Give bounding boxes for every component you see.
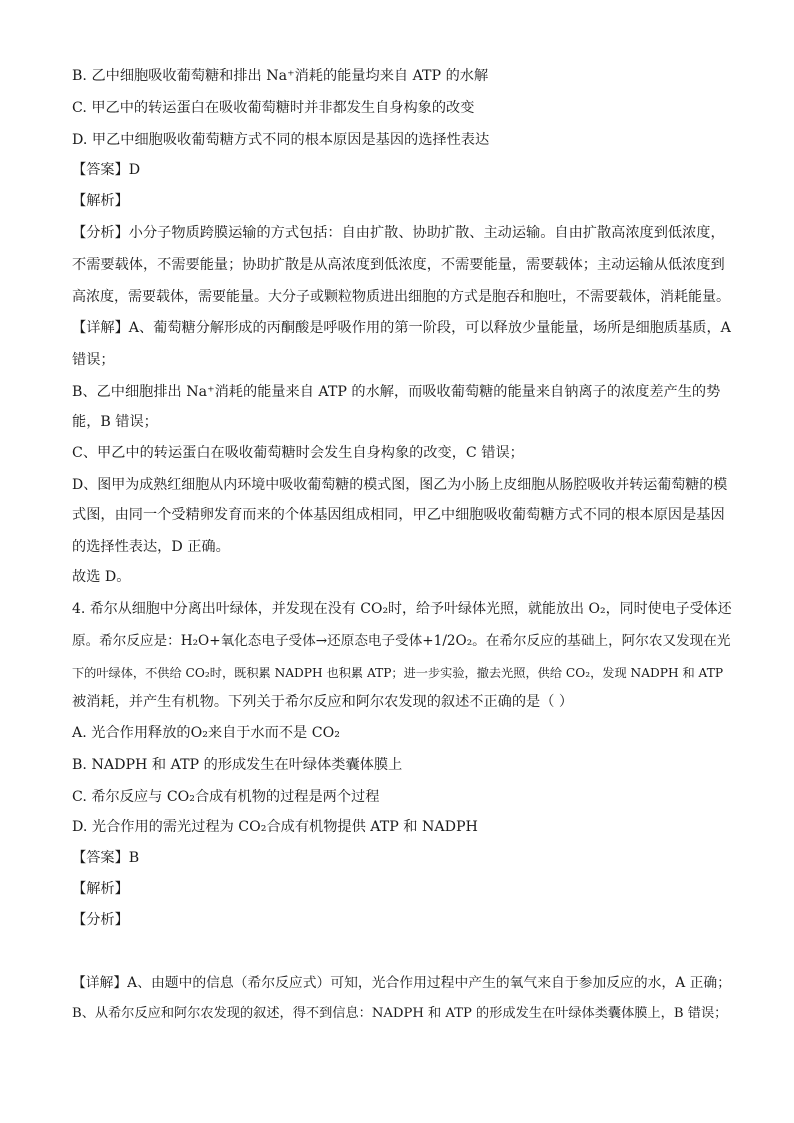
q4-stem-line-4: 被消耗，并产生有机物。下列关于希尔反应和阿尔农发现的叙述不正确的是（ ） xyxy=(72,694,574,710)
q3-fenxi-line-3: 高浓度，需要载体，需要能量。大分子或颗粒物质进出细胞的方式是胞吞和胞吐，不需要载体，消耗能量。 xyxy=(72,289,730,305)
q4-xiangjie-line-2: B、从希尔反应和阿尔农发现的叙述，得不到信息：NADPH 和 ATP 的形成发生在叶绿体类囊体膜上，B 错误； xyxy=(72,1006,728,1021)
q3-xiangjie-line-5: C、甲乙中的转运蛋白在吸收葡萄糖时会发生自身构象的改变，C 错误； xyxy=(72,445,524,461)
q3-conclusion: 故选 D。 xyxy=(72,569,131,585)
q3-xiangjie-line-1: 【详解】A、葡萄糖分解形成的丙酮酸是呼吸作用的第一阶段，可以释放少量能量，场所是细胞质基质，A xyxy=(72,320,731,336)
q3-option-b: B. 乙中细胞吸收葡萄糖和排出 Na⁺消耗的能量均来自 ATP 的水解 xyxy=(72,68,489,84)
q3-xiangjie-line-8: 的选择性表达，D 正确。 xyxy=(72,539,230,555)
q4-stem-line-1: 4. 希尔从细胞中分离出叶绿体，并发现在没有 CO₂时，给予叶绿体光照，就能放出 O₂，同时使电子受体还 xyxy=(72,601,732,617)
q4-answer: 【答案】B xyxy=(72,850,140,866)
q3-xiangjie-line-7: 式图，由同一个受精卵发育而来的个体基因组成相同，甲乙中细胞吸收葡萄糖方式不同的根本原因是基因 xyxy=(72,507,725,523)
q3-option-c: C. 甲乙中的转运蛋白在吸收葡萄糖时并非都发生自身构象的改变 xyxy=(72,100,475,116)
q3-xiangjie-line-6: D、图甲为成熟红细胞从内环境中吸收葡萄糖的模式图，图乙为小肠上皮细胞从肠腔吸收并转运葡萄糖的模 xyxy=(72,477,728,493)
q3-option-d: D. 甲乙中细胞吸收葡萄糖方式不同的根本原因是基因的选择性表达 xyxy=(72,132,490,148)
q4-fenxi: 【分析】 xyxy=(72,912,129,928)
q4-option-c: C. 希尔反应与 CO₂合成有机物的过程是两个过程 xyxy=(72,789,380,805)
q4-option-a: A. 光合作用释放的O₂来自于水而不是 CO₂ xyxy=(72,725,340,741)
q4-option-d: D. 光合作用的需光过程为 CO₂合成有机物提供 ATP 和 NADPH xyxy=(72,819,478,835)
q4-option-b: B. NADPH 和 ATP 的形成发生在叶绿体类囊体膜上 xyxy=(72,757,403,773)
q4-analysis-label: 【解析】 xyxy=(72,881,129,897)
q3-fenxi-line-2: 不需要载体，不需要能量；协助扩散是从高浓度到低浓度，不需要能量，需要载体；主动运输从低浓度到 xyxy=(72,257,725,273)
q3-xiangjie-line-2: 错误； xyxy=(72,352,115,368)
q3-fenxi-line-1: 【分析】小分子物质跨膜运输的方式包括：自由扩散、协助扩散、主动运输。自由扩散高浓度到低浓度， xyxy=(72,225,725,241)
q3-answer: 【答案】D xyxy=(72,162,141,178)
q3-xiangjie-line-3: B、乙中细胞排出 Na⁺消耗的能量来自 ATP 的水解，而吸收葡萄糖的能量来自钠离子的浓度差产生的势 xyxy=(72,384,721,400)
q4-xiangjie-line-1: 【详解】A、由题中的信息（希尔反应式）可知，光合作用过程中产生的氧气来自于参加反应的水，A 正确； xyxy=(72,975,731,991)
q3-xiangjie-line-4: 能，B 错误； xyxy=(72,414,158,430)
q3-analysis-label: 【解析】 xyxy=(72,193,129,209)
q4-stem-line-3: 下的叶绿体，不供给 CO₂时，既积累 NADPH 也积累 ATP；进一步实验，撤去光照，供给 CO₂，发现 NADPH 和 ATP xyxy=(72,666,724,680)
q4-stem-line-2: 原。希尔反应是：H₂O+氧化态电子受体→还原态电子受体+1/2O₂。在希尔反应的基础上，阿尔农又发现在光 xyxy=(72,633,731,649)
